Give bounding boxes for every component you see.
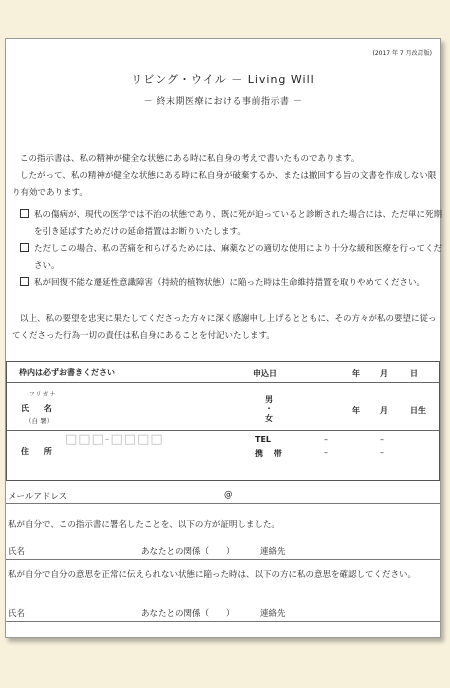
checkbox-item-1-text: 私の傷病が、現代の医学では不治の状態であり、既に死が迫っていると診断された場合には、ただ単に死期を引き延ばすためだけの延命措置はお断りいたします。 [34,210,443,237]
furigana-label: フリガナ [29,392,57,398]
tel-dash-2: – [380,435,384,444]
birth-year-label: 年 [352,406,360,415]
checkbox-item-1[interactable] [20,207,450,241]
signature-label: （自 署） [25,417,54,425]
checkbox-item-3[interactable] [20,275,450,292]
checkbox-icon[interactable] [20,277,29,286]
form-divider [7,430,439,431]
witness-1-line[interactable] [6,559,440,560]
mobile-dash-1: – [324,448,328,457]
name-label: 氏 名 [21,404,58,413]
address-label: 住 所 [21,447,58,456]
postal-code-boxes[interactable]: □□□-□□□□ [65,432,164,447]
gender-female[interactable]: 女 [265,414,273,423]
mobile-dash-2: – [380,448,384,457]
birth-day-label: 日生 [410,406,426,415]
witness-1-name-label: 氏名 [8,547,26,557]
checkbox-item-2[interactable] [20,241,450,275]
witness-1-relationship: あなたとの関係（ ） [141,547,235,557]
living-will-document [5,38,441,638]
intro-paragraph-2: したがって、私の精神が健全な状態にある時に私自身が破棄するか、または撤回する旨の文書を作成しない限り有効であります。 [12,171,437,198]
required-note: 枠内は必ずお書きください [19,368,115,377]
intro-paragraph-1: この指示書は、私の精神が健全な状態にある時に私自身の考えで書いたものであります。 [20,154,360,164]
personal-info-form [6,361,440,481]
witness-1-statement: 私が自分で、この指示書に署名したことを、以下の方が証明しました。 [8,520,280,530]
witness-2-line[interactable] [6,621,440,622]
document-title: リビング・ウイル － Living Will [131,73,315,86]
checkbox-item-2-text: ただしこの場合、私の苦痛を和らげるためには、麻薬などの適切な使用により十分な緩和医療を行ってください。 [34,244,443,271]
email-line[interactable] [6,503,440,504]
witness-1-contact: 連絡先 [260,547,286,557]
gender-dot: ・ [265,404,273,413]
witness-2-contact: 連絡先 [260,609,286,619]
email-label: メールアドレス [8,492,68,502]
checkbox-icon[interactable] [20,209,29,218]
closing-paragraph: 以上、私の要望を忠実に果たしてくださった方々に深く感謝申し上げるとともに、その方々が私の要望に従ってくださった行為一切の責任は私自身にあることを付記いたします。 [12,314,437,341]
tel-label: TEL [255,435,272,444]
document-subtitle: － 終末期医療における事前指示書 － [143,97,303,107]
mobile-label: 携 帯 [255,449,286,458]
checkbox-item-3-text: 私が回復不能な遷延性意識障害（持続的植物状態）に陥った時は生命維持措置を取りやめてください。 [34,278,426,288]
tel-dash-1: – [324,435,328,444]
revision-note: (2017 年 7 月改訂版) [372,50,432,57]
year-label: 年 [352,369,360,378]
witness-2-statement: 私が自分で自分の意思を正常に伝えられない状態に陥った時は、以下の方に私の意思を確認してください。 [8,570,417,580]
application-date-label: 申込日 [253,369,277,378]
gender-male[interactable]: 男 [265,395,273,404]
day-label: 日 [410,369,418,378]
witness-2-name-label: 氏名 [8,609,26,619]
form-divider [7,382,439,383]
birth-month-label: 月 [380,406,388,415]
month-label: 月 [380,369,388,378]
checkbox-icon[interactable] [20,243,29,252]
email-at-sign: @ [224,490,233,500]
witness-2-relationship: あなたとの関係（ ） [141,609,235,619]
